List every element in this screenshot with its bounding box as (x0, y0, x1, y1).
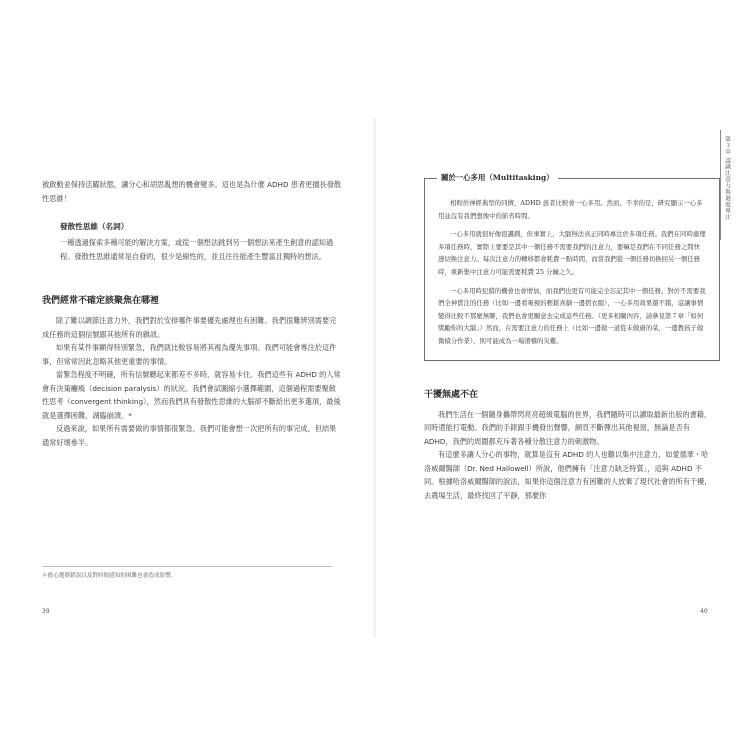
left-paragraph: 反過來說，如果所有需要做的事情都很緊急，我們可能會想一次把所有的事完成，但結果通常好壞參半。 (42, 424, 337, 447)
box-title: 關於一心多用（Multitasking） (437, 172, 558, 183)
box-paragraph: 一心多用時犯錯的機會也會增加，而我們也更有可能完全忘記其中一個任務。對於不需要我們全神貫注的任務（比如一邊看電視的輕鬆喜劇一邊摺衣服），一心多用效果還不錯，這讓事情變得比較不那麼無聊，我們也會更願意去完成這些任務。（更多相關內容，請參見第７章「如何獎勵你的大腦」）然而，在需要注意力的任務上（比如一邊做一道從未做過的菜，一邊教孩子做微積分作業），則可能成為一場滑稽的災難。 (438, 286, 706, 345)
term-definition: 一種透過探索多種可能的解決方案，或從一個想法跳到另一個想法來產生創意的認知過程。發散性思維通常是自發的，很少是線性的，並且往往能產生豐富且獨特的想法。 (60, 238, 334, 261)
book-gutter (374, 118, 376, 638)
page-number-left: 39 (42, 608, 50, 615)
left-section-heading: 我們經常不確定該聚焦在哪裡 (42, 296, 160, 306)
right-paragraph: 有這麼多讓人分心的事物，就算是沒有 ADHD 的人也難以集中注意力，如愛德華・哈洛威爾醫師（Dr. Ned Hallowell）所說，他們擁有「注意力缺乏特質」，這與 ADHD 不同。根據哈洛威爾醫師的說法，如果你這個注意力有困難的人放棄了現代社會的所有干擾，去農場生活，最終找回了平靜，那麼你 (424, 450, 712, 500)
footnote: ＊擔心選擇錯誤以及對時間感知的困難也會造成影響。 (42, 573, 177, 579)
left-intro-paragraph: 被啟動並保持活躍狀態，讓分心和胡思亂想的機會變多。這也是為什麼 ADHD 患者更擅長發散性思維！ (42, 180, 342, 203)
box-paragraph: 相較於神經典型的同儕，ADHD 患者比較會一心多用。然而，不幸的是，研究顯示一心多用並沒有我們想像中的節省時間。 (438, 199, 703, 220)
box-paragraph: 一心多用就很好像很諷刺，但事實上，大腦無法真正同時專注於多項任務。我們在同時處理多項任務時，實際上要要是其中一個任務不需要我們的注意力，要嘛是我們在不同任務之間快速切換注意力。每次注意力的轉移都會耗費一點時間，而當我們從一個任務切換回另一個任務時，重新集中注意力可能需要耗費 25 分鐘之久。 (438, 230, 706, 276)
multitasking-box (424, 173, 720, 361)
term-title: 發散性思維（名詞） (60, 222, 129, 231)
right-paragraph: 我們生活在一個隨身攜帶閃亮亮超級電腦的世界，我們隨時可以讀取最新出版的書籍，同時還能打電動。我們的手錶跟手機發出聲響，網頁不斷彈出其他視窗，無論是否有 ADHD，我們的周圍都充斥著各種分散注意力的刺激物。 (424, 409, 712, 446)
left-paragraph: 除了難以調節注意力外，我們對於安排哪件事要優先處理也有困難。我們很難辨別需要完成任務的這個信號跟其他所有的雜訊。 (42, 316, 337, 339)
chapter-tab (720, 130, 733, 240)
left-paragraph: 當緊急程度不明確，所有信號聽起來都差不多時，就容易卡住。我們這些有 ADHD 的人常會有決策癱瘓（decision paralysis）的狀況。我們會試圖縮小選擇範圍，這個過程需要聚斂性思考（convergent thinking），然而我們具有發散性思維的大腦卻不斷給出更多選項，最後就是選擇困難，湖臨崩潰。* (42, 370, 341, 420)
page-number-right: 40 (700, 608, 708, 615)
footnote-rule (42, 566, 332, 567)
chapter-tab-label: 第３章 認識注意力與過度專注 (723, 136, 730, 221)
right-section-heading: 干擾無處不在 (424, 389, 479, 400)
left-page (42, 178, 342, 449)
left-paragraph: 如果有某件事顯得特別緊急，我們就比較容易將其視為優先事項。我們可能會專注於這件事，但常常因此忽略其他更重要的事情。 (42, 343, 337, 366)
term-definition-block (60, 221, 338, 263)
right-page (424, 173, 714, 502)
